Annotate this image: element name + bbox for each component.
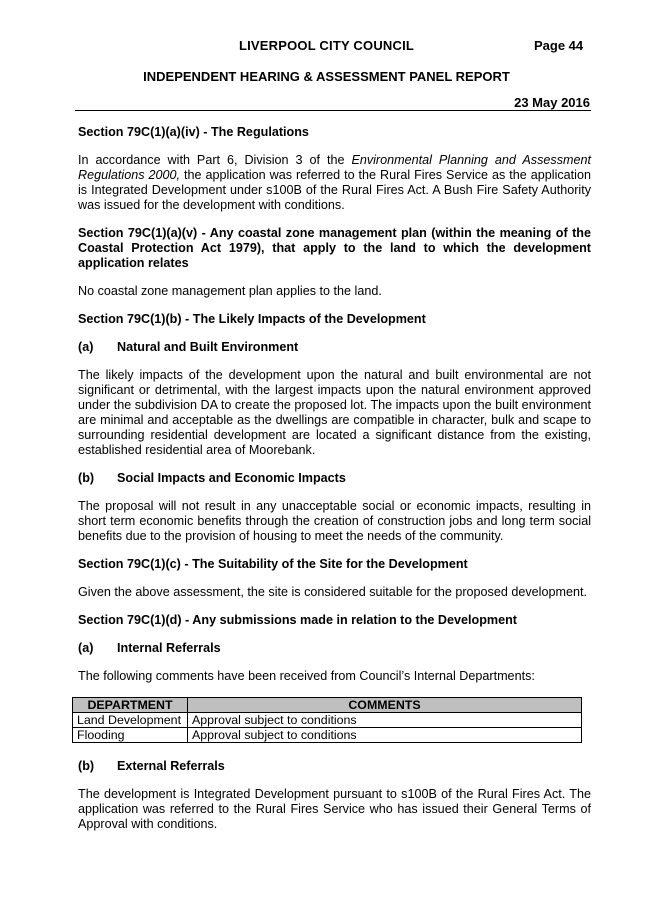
social-impacts-subheading [78, 471, 591, 486]
report-date: 23 May 2016 [514, 95, 590, 110]
subheading-label: (b) [78, 471, 95, 485]
suitability-heading: Section 79C(1)(c) - The Suitability of the Site for the Development [78, 557, 468, 571]
table-row [73, 728, 582, 743]
natural-environment-paragraph: The likely impacts of the development upon the natural and built environmental are not significant or detrimental, with the largest impacts upon the natural environment approved under the subdivision DA to create the proposed lot. The impacts upon the built environment are minimal and acceptable as the dwellings are compatible in character, bulk and scape to surrounding residential development are located a significant distance from the existing, established residential area of Moorebank. [78, 368, 591, 457]
submissions-heading: Section 79C(1)(d) - Any submissions made in relation to the Development [78, 613, 517, 627]
regulations-text-pre: In accordance with Part 6, Division 3 of the [78, 153, 352, 167]
header-divider [75, 110, 591, 111]
referrals-table [72, 697, 582, 743]
page-number: Page 44 [534, 38, 584, 53]
council-name: LIVERPOOL CITY COUNCIL [238, 38, 415, 53]
impacts-heading: Section 79C(1)(b) - The Likely Impacts of the Development [78, 312, 426, 326]
regulations-text-post: the application was referred to the Rural Fires Service as the application is Integrated Development under s100B of the Rural Fires Act. A Bush Fire Safety Authority was issued for the development with conditions. [78, 168, 591, 212]
suitability-paragraph: Given the above assessment, the site is considered suitable for the proposed development. [78, 585, 587, 599]
coastal-heading: Section 79C(1)(a)(v) - Any coastal zone management plan (within the meaning of the Coastal Protection Act 1979), that apply to the land to which the development application relates [78, 226, 591, 270]
regulations-heading: Section 79C(1)(a)(iv) - The Regulations [78, 125, 309, 139]
subheading-label: (a) [78, 340, 94, 354]
subheading-title: Internal Referrals [117, 641, 221, 655]
subheading-title: External Referrals [117, 759, 225, 773]
subheading-title: Social Impacts and Economic Impacts [117, 471, 346, 485]
external-referrals-subheading [78, 759, 591, 774]
subheading-label: (a) [78, 641, 94, 655]
column-header-department: DEPARTMENT [73, 698, 188, 713]
table-cell-department: Flooding [73, 728, 188, 743]
coastal-paragraph: No coastal zone management plan applies to the land. [78, 284, 382, 298]
report-title: INDEPENDENT HEARING & ASSESSMENT PANEL REPORT [143, 69, 510, 84]
report-body [78, 125, 591, 832]
table-cell-comment: Approval subject to conditions [188, 728, 582, 743]
regulations-paragraph [78, 153, 591, 213]
subheading-title: Natural and Built Environment [117, 340, 299, 354]
external-referrals-paragraph: The development is Integrated Development pursuant to s100B of the Rural Fires Act. The application was referred to the Rural Fires Service who has issued their General Terms of Approval with conditions. [78, 787, 591, 831]
column-header-comments: COMMENTS [188, 698, 582, 713]
internal-referrals-subheading [78, 641, 591, 656]
table-cell-comment: Approval subject to conditions [188, 713, 582, 728]
social-impacts-paragraph: The proposal will not result in any unacceptable social or economic impacts, resulting in short term economic benefits through the creation of construction jobs and long term social benefits due to the provision of housing to meet the needs of the community. [78, 499, 591, 543]
natural-environment-subheading [78, 340, 591, 355]
table-row [73, 713, 582, 728]
table-header-row [73, 698, 582, 713]
regulations-act-name: Environmental Planning and Assessment Regulations 2000, [78, 153, 591, 182]
table-cell-department: Land Development [73, 713, 188, 728]
subheading-label: (b) [78, 759, 95, 773]
internal-referrals-paragraph: The following comments have been received from Council’s Internal Departments: [78, 669, 535, 683]
